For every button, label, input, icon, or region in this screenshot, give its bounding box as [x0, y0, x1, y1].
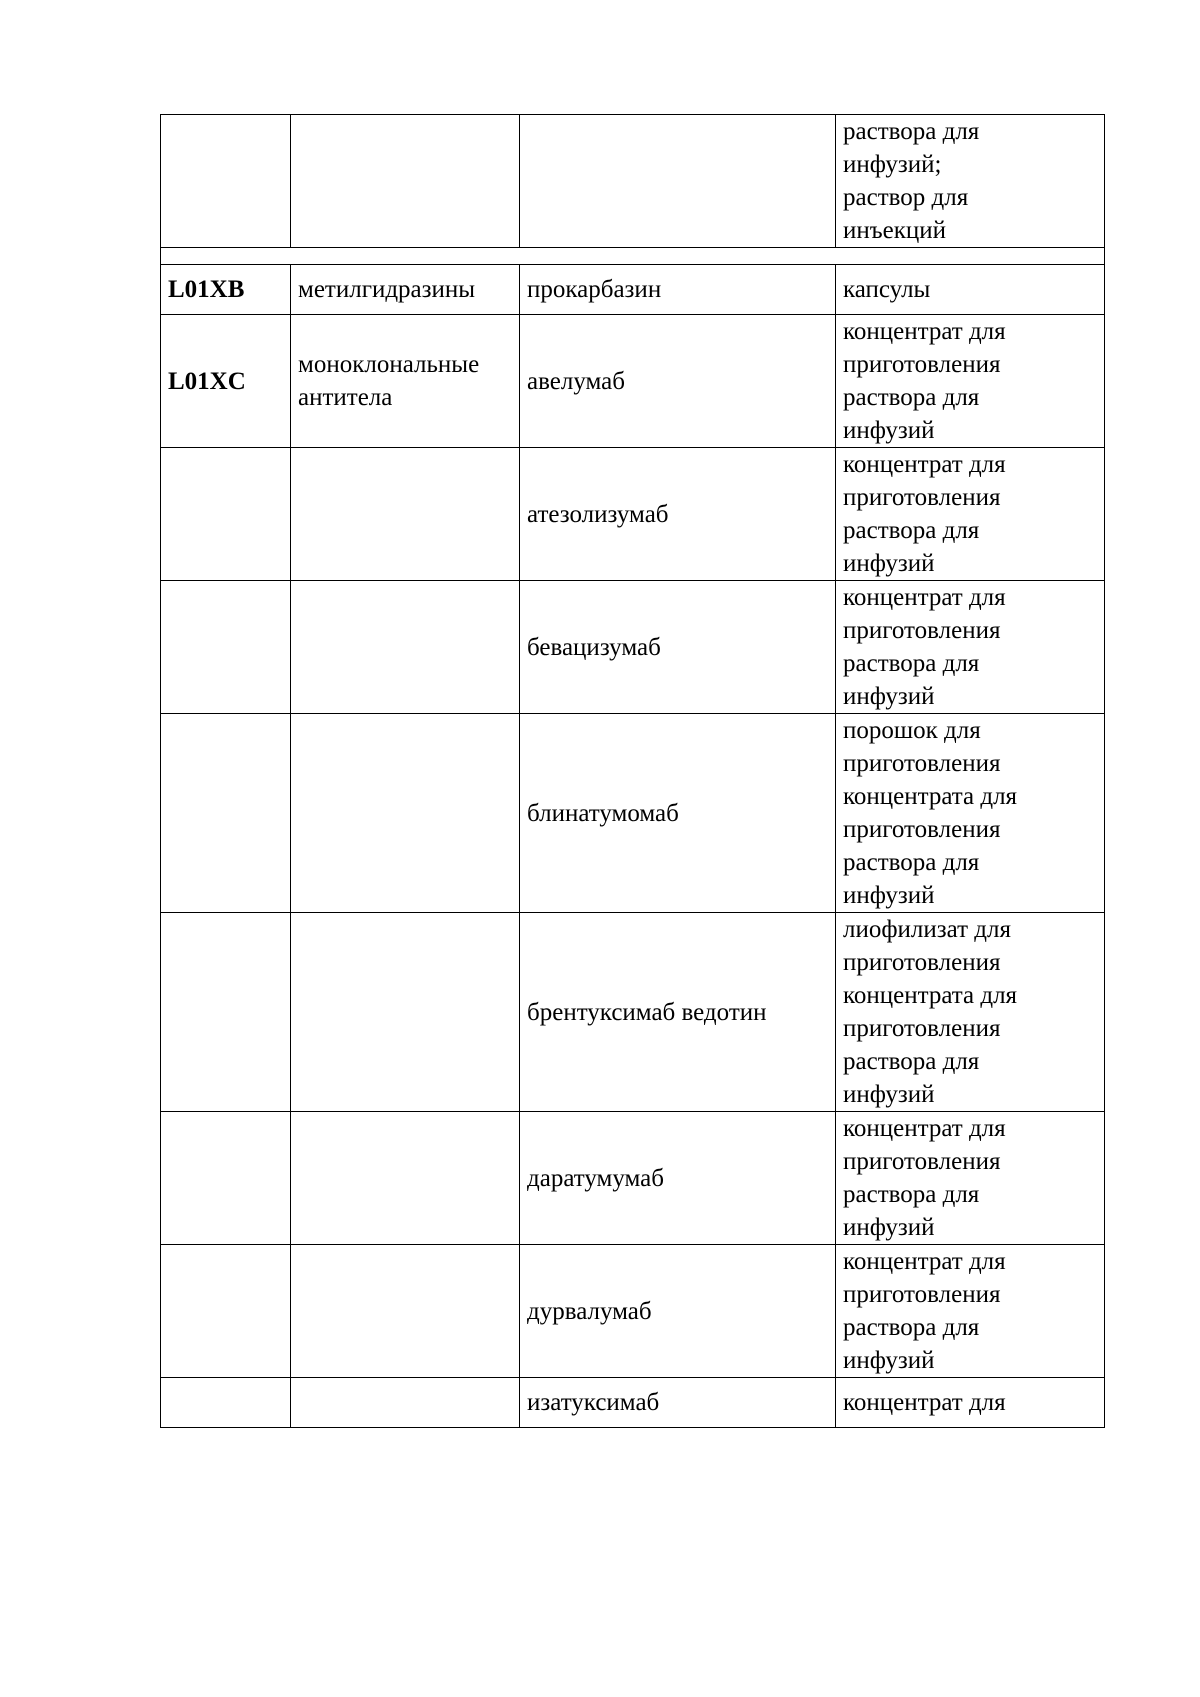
drug-name-cell: авелумаб	[520, 315, 836, 448]
drug-name-cell: блинатумомаб	[520, 714, 836, 913]
drug-name-cell: изатуксимаб	[520, 1378, 836, 1428]
dosage-form-cell	[836, 265, 1105, 315]
table-row	[161, 581, 1105, 714]
dosage-form-cell	[836, 913, 1105, 1112]
dosage-form-cell	[836, 714, 1105, 913]
dosage-form-line: инъекций	[843, 217, 947, 244]
dosage-form-line: лиофилизат для	[843, 916, 1011, 943]
drug-name-cell: прокарбазин	[520, 265, 836, 315]
table-row	[161, 315, 1105, 448]
dosage-form-line: приготовления	[843, 1281, 1001, 1308]
drug-name-cell: атезолизумаб	[520, 448, 836, 581]
dosage-form-line: раствора для	[843, 517, 980, 544]
dosage-form-cell	[836, 115, 1105, 248]
group-cell	[291, 1378, 520, 1428]
dosage-form-line: капсулы	[843, 276, 931, 303]
table-row	[161, 115, 1105, 248]
dosage-form-line: приготовления	[843, 949, 1001, 976]
dosage-form-line: инфузий	[843, 1347, 935, 1374]
separator-row	[161, 248, 1105, 265]
dosage-form-line: концентрата для	[843, 783, 1018, 810]
table-row	[161, 1112, 1105, 1245]
atc-code-cell: L01XB	[161, 265, 291, 315]
table-row	[161, 714, 1105, 913]
drug-name-cell: брентуксимаб ведотин	[520, 913, 836, 1112]
group-cell	[291, 714, 520, 913]
dosage-form-line: инфузий	[843, 882, 935, 909]
dosage-form-line: раствора для	[843, 650, 980, 677]
group-cell	[291, 448, 520, 581]
dosage-form-line: концентрат для	[843, 1389, 1006, 1416]
dosage-form-line: раствора для	[843, 849, 980, 876]
dosage-form-line: концентрат для	[843, 1248, 1006, 1275]
dosage-form-line: концентрат для	[843, 1115, 1006, 1142]
dosage-form-line: концентрат для	[843, 451, 1006, 478]
dosage-form-cell	[836, 581, 1105, 714]
dosage-form-line: инфузий	[843, 417, 935, 444]
atc-code-cell	[161, 1112, 291, 1245]
dosage-form-line: приготовления	[843, 617, 1001, 644]
dosage-form-line: инфузий;	[843, 151, 942, 178]
dosage-form-line: инфузий	[843, 1081, 935, 1108]
group-cell	[291, 1245, 520, 1378]
dosage-form-line: концентрат для	[843, 584, 1006, 611]
table-row	[161, 448, 1105, 581]
table-row	[161, 913, 1105, 1112]
atc-code-cell	[161, 1245, 291, 1378]
dosage-form-line: инфузий	[843, 1214, 935, 1241]
dosage-form-cell	[836, 315, 1105, 448]
group-cell	[291, 1112, 520, 1245]
atc-code-cell	[161, 448, 291, 581]
drug-name-cell	[520, 115, 836, 248]
dosage-form-line: приготовления	[843, 484, 1001, 511]
drug-table	[160, 114, 1105, 1428]
dosage-form-line: раствора для	[843, 118, 980, 145]
atc-code-cell	[161, 581, 291, 714]
table-row	[161, 1378, 1105, 1428]
group-cell	[291, 115, 520, 248]
dosage-form-cell	[836, 1245, 1105, 1378]
dosage-form-line: раствор для	[843, 184, 969, 211]
group-cell	[291, 581, 520, 714]
dosage-form-line: раствора для	[843, 1314, 980, 1341]
dosage-form-line: раствора для	[843, 384, 980, 411]
dosage-form-line: раствора для	[843, 1181, 980, 1208]
dosage-form-line: инфузий	[843, 550, 935, 577]
dosage-form-line: приготовления	[843, 750, 1001, 777]
dosage-form-cell	[836, 1378, 1105, 1428]
atc-code-cell	[161, 714, 291, 913]
dosage-form-cell	[836, 1112, 1105, 1245]
drug-name-cell: дурвалумаб	[520, 1245, 836, 1378]
drug-name-cell: даратумумаб	[520, 1112, 836, 1245]
table-row	[161, 1245, 1105, 1378]
dosage-form-line: порошок для	[843, 717, 981, 744]
group-cell: метилгидразины	[291, 265, 520, 315]
drug-table-body	[161, 115, 1105, 1428]
separator-cell	[161, 248, 1105, 265]
dosage-form-line: концентрат для	[843, 318, 1006, 345]
dosage-form-line: приготовления	[843, 816, 1001, 843]
dosage-form-cell	[836, 448, 1105, 581]
dosage-form-line: инфузий	[843, 683, 935, 710]
group-cell	[291, 913, 520, 1112]
drug-name-cell: бевацизумаб	[520, 581, 836, 714]
dosage-form-line: приготовления	[843, 1015, 1001, 1042]
dosage-form-line: приготовления	[843, 351, 1001, 378]
atc-code-cell	[161, 913, 291, 1112]
atc-code-cell	[161, 115, 291, 248]
atc-code-cell	[161, 1378, 291, 1428]
dosage-form-line: приготовления	[843, 1148, 1001, 1175]
dosage-form-line: концентрата для	[843, 982, 1018, 1009]
table-row	[161, 265, 1105, 315]
atc-code-cell: L01XC	[161, 315, 291, 448]
dosage-form-line: раствора для	[843, 1048, 980, 1075]
group-cell: моноклональные антитела	[291, 315, 520, 448]
